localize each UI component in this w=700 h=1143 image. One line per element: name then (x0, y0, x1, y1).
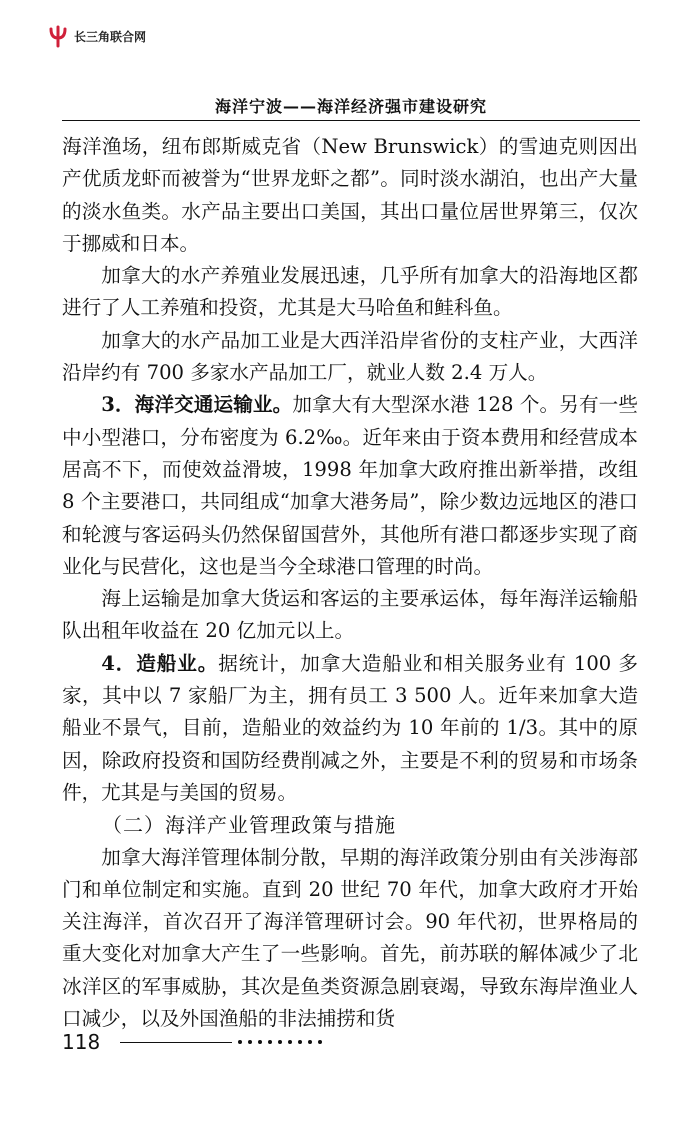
item-heading-shipbuilding: 4．造船业。 (101, 651, 219, 675)
running-title: 海洋宁波——海洋经济强市建设研究 (214, 97, 487, 116)
trident-logo-icon (46, 24, 70, 48)
item-text-transport: 加拿大有大型深水港 128 个。另有一些中小型港口，分布密度为 6.2‰。近年来由于资本费用和经营成本居高不下，而使效益滑坡，1998 年加拿大政府推出新举措，改组 8 个主要港口，共同组成“加拿大港务局”，除少数边远地区的港口和轮渡与客运码头仍然保留国营外，其他所有港口都逐步实现了商业化与民营化，这也是当今全球港口管理的时尚。 (62, 393, 638, 578)
site-logo-text: 长三角联合网 (74, 29, 147, 44)
site-logo (46, 24, 146, 48)
paragraph-shipbuilding (62, 648, 638, 809)
paragraph-shipping: 海上运输是加拿大货运和客运的主要承运体，每年海洋运输船队出租年收益在 20 亿加元以上。 (62, 587, 638, 643)
paragraph-transport (62, 389, 638, 583)
paragraph-management: 加拿大海洋管理体制分散，早期的海洋政策分别由有关涉海部门和单位制定和实施。直到 20 世纪 70 年代，加拿大政府才开始关注海洋，首次召开了海洋管理研讨会。90 年代初，世界格局的重大变化对加拿大产生了一些影响。首先，前苏联的解体减少了北冰洋区的军事威胁，其次是鱼类资源急剧衰竭，导致东海岸渔业人口减少，以及外国渔船的非法捕捞和货 (62, 845, 638, 1031)
paragraph-fisheries: 海洋渔场，纽布郎斯威克省（New Brunswick）的雪迪克则因出产优质龙虾而被誉为“世界龙虾之都”。同时淡水湖泊，也出产大量的淡水鱼类。水产品主要出口美国，其出口量位居世界第三，仅次于挪威和日本。 (62, 135, 638, 255)
item-heading-transport: 3．海洋交通运输业。 (101, 393, 293, 417)
item-text-shipbuilding: 据统计，加拿大造船业和相关服务业有 100 多家，其中以 7 家船厂为主，拥有员工 3 500 人。近年来加拿大造船业不景气，目前，造船业的效益约为 10 年前的 1/3。其中的原因，除政府投资和国防经费削减之外，主要是不利的贸易和市场条件，尤其是与美国的贸易。 (62, 651, 638, 804)
paragraph-aquaculture: 加拿大的水产养殖业发展迅速，几乎所有加拿大的沿海地区都进行了人工养殖和投资，尤其是大马哈鱼和鲑科鱼。 (62, 264, 638, 320)
footer-rule (120, 1042, 232, 1043)
page-footer (62, 1030, 322, 1054)
footer-dots (238, 1040, 322, 1044)
section-heading: （二）海洋产业管理政策与措施 (102, 813, 396, 838)
page-number: 118 (62, 1030, 101, 1054)
paragraph-processing: 加拿大的水产品加工业是大西洋沿岸省份的支柱产业，大西洋沿岸约有 700 多家水产品加工厂，就业人数 2.4 万人。 (62, 328, 638, 385)
page-body (62, 131, 638, 1035)
header-rule (62, 120, 640, 121)
